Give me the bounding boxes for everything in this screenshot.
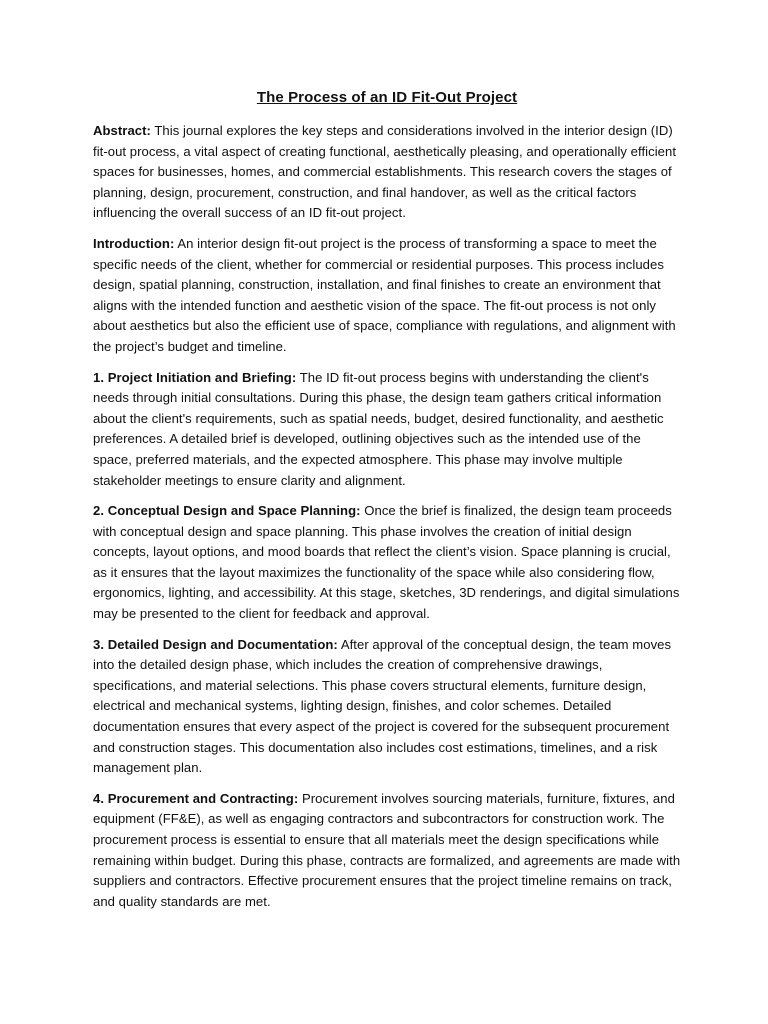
abstract-paragraph (93, 121, 681, 224)
section-3-heading: 3. Detailed Design and Documentation: (93, 636, 338, 652)
introduction-heading: Introduction: (93, 235, 175, 251)
section-1-paragraph (93, 368, 681, 492)
abstract-text: This journal explores the key steps and considerations involved in the interior design (ID) fit-out process, a vital aspect of creating functional, aesthetically pleasing, and operationally efficient spaces for businesses, homes, and commercial establishments. This research covers the stages of planning, design, procurement, construction, and final handover, as well as the critical factors influencing the overall success of an ID fit-out project. (93, 123, 677, 221)
section-2-text: Once the brief is finalized, the design team proceeds with conceptual design and space planning. This phase involves the creation of initial design concepts, layout options, and mood boards that reflect the client’s vision. Space planning is crucial, as it ensures that the layout maximizes the functionality of the space while also considering flow, ergonomics, lighting, and accessibility. At this stage, sketches, 3D renderings, and digital simulations may be presented to the client for feedback and approval. (93, 503, 680, 622)
section-4-paragraph (93, 789, 681, 913)
abstract-heading: Abstract: (93, 123, 151, 138)
section-4-heading: 4. Procurement and Contracting: (93, 790, 299, 806)
section-1-heading: 1. Project Initiation and Briefing: (93, 369, 297, 385)
document-page (93, 88, 681, 922)
section-2-heading: 2. Conceptual Design and Space Planning: (93, 503, 361, 519)
introduction-text: An interior design fit-out project is the process of transforming a space to meet the specific needs of the client, whether for commercial or residential purposes. This process includes design, spatial planning, construction, installation, and final finishes to create an environment that aligns with the intended function and aesthetic vision of the space. The fit-out process is not only about aesthetics but also the efficient use of space, compliance with regulations, and alignment with the project’s budget and timeline. (93, 235, 676, 354)
section-3-text: After approval of the conceptual design, the team moves into the detailed design phase, which includes the creation of comprehensive drawings, specifications, and material selections. This phase covers structural elements, furniture design, electrical and mechanical systems, lighting design, finishes, and color schemes. Detailed documentation ensures that every aspect of the project is covered for the subsequent procurement and construction stages. This documentation also includes cost estimations, timelines, and a risk management plan. (93, 636, 672, 776)
section-3-paragraph (93, 635, 681, 779)
document-title: The Process of an ID Fit-Out Project (256, 89, 518, 106)
section-4-text: Procurement involves sourcing materials, furniture, fixtures, and equipment (FF&E), as well as engaging contractors and subcontractors for construction work. The procurement process is essential to ensure that all materials meet the design specifications while remaining within budget. During this phase, contracts are formalized, and agreements are made with suppliers and contractors. Effective procurement ensures that the project timeline remains on track, and quality standards are met. (93, 790, 681, 909)
section-1-text: The ID fit-out process begins with understanding the client's needs through initial consultations. During this phase, the design team gathers critical information about the client's requirements, such as spatial needs, budget, desired functionality, and aesthetic preferences. A detailed brief is developed, outlining objectives such as the intended use of the space, preferred materials, and the expected atmosphere. This phase may involve multiple stakeholder meetings to ensure clarity and alignment. (93, 369, 664, 488)
section-2-paragraph (93, 501, 681, 625)
introduction-paragraph (93, 234, 681, 358)
